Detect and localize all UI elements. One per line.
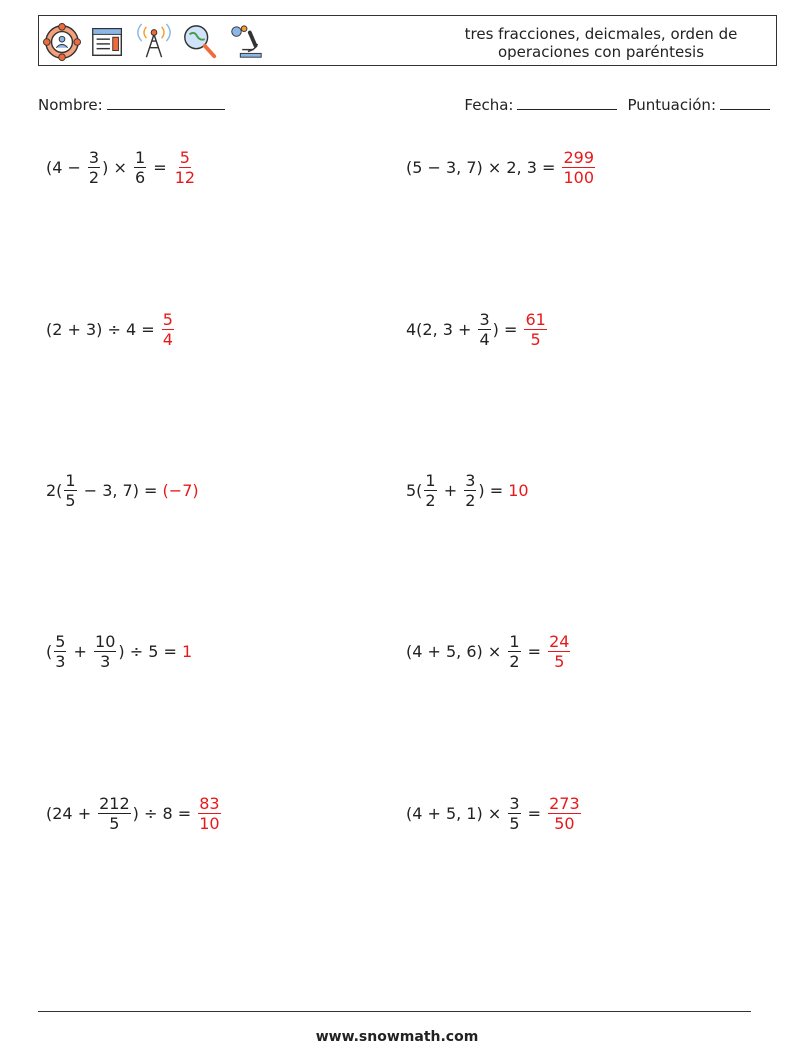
equals-sign: = bbox=[138, 481, 163, 500]
answer-numerator: 299 bbox=[563, 148, 595, 167]
denominator: 3 bbox=[100, 652, 111, 671]
answer-numerator: 5 bbox=[179, 148, 190, 167]
problem-8 bbox=[406, 632, 572, 671]
answer-numerator: 5 bbox=[162, 310, 173, 329]
problem-3 bbox=[46, 310, 176, 349]
equals-sign: = bbox=[536, 158, 561, 177]
score-label: Puntuación: bbox=[627, 96, 716, 114]
answer-denominator: 5 bbox=[530, 330, 541, 349]
denominator: 5 bbox=[109, 814, 120, 833]
equals-sign: = bbox=[136, 320, 160, 339]
problem-2 bbox=[406, 148, 597, 187]
denominator: 2 bbox=[509, 652, 520, 671]
problem-7 bbox=[46, 632, 192, 671]
equals-sign: = bbox=[484, 481, 509, 500]
fraction bbox=[98, 794, 131, 833]
problem-text: (4 − bbox=[46, 158, 81, 177]
footer-divider bbox=[38, 1011, 751, 1012]
answer-numerator: 273 bbox=[549, 794, 580, 813]
equals-sign: = bbox=[172, 804, 197, 823]
problem-text: (2 + 3) ÷ 4 bbox=[46, 320, 137, 339]
answer-fraction bbox=[548, 632, 570, 671]
name-label: Nombre: bbox=[38, 96, 103, 114]
numerator: 5 bbox=[55, 632, 66, 651]
answer-denominator: 4 bbox=[162, 330, 173, 349]
denominator: 2 bbox=[465, 491, 476, 510]
fraction bbox=[508, 794, 520, 833]
header-icons bbox=[43, 22, 265, 62]
answer-denominator: 10 bbox=[199, 814, 220, 833]
answer-fraction bbox=[548, 794, 581, 833]
answer: (−7) bbox=[162, 481, 199, 500]
answer: 1 bbox=[181, 642, 193, 661]
answer-numerator: 24 bbox=[549, 632, 570, 651]
problem-text: (4 + 5, 1) × bbox=[406, 804, 507, 823]
fraction bbox=[54, 632, 66, 671]
answer-denominator: 12 bbox=[174, 168, 196, 187]
footer-site[interactable]: www.snowmath.com bbox=[315, 1029, 479, 1045]
equals-sign: = bbox=[158, 642, 182, 661]
problem-text: ) bbox=[478, 481, 485, 500]
problem-text: ) ÷ 8 bbox=[132, 804, 173, 823]
fraction bbox=[94, 632, 116, 671]
problem-text: ) bbox=[492, 320, 499, 339]
fraction bbox=[88, 148, 100, 187]
numerator: 3 bbox=[509, 794, 520, 813]
fraction bbox=[64, 471, 76, 510]
numerator: 212 bbox=[99, 794, 130, 813]
fraction bbox=[478, 310, 490, 349]
problem-text: 2( bbox=[46, 481, 63, 500]
date-blank[interactable] bbox=[517, 95, 617, 110]
problem-text: ) ÷ 5 bbox=[118, 642, 159, 661]
problem-4 bbox=[406, 310, 549, 349]
name-blank[interactable] bbox=[107, 95, 225, 110]
numerator: 1 bbox=[65, 471, 76, 490]
problem-9 bbox=[46, 794, 223, 833]
date-label: Fecha: bbox=[464, 96, 514, 114]
problem-text: (24 + bbox=[46, 804, 92, 823]
answer-fraction bbox=[162, 310, 174, 349]
problem-text: ) × bbox=[102, 158, 132, 177]
magnifier-globe-icon bbox=[181, 22, 219, 62]
problem-text: 5( bbox=[406, 481, 423, 500]
problem-10 bbox=[406, 794, 583, 833]
equals-sign: = bbox=[522, 642, 547, 661]
problem-text: + bbox=[68, 642, 93, 661]
title-line-2: operaciones con paréntesis bbox=[497, 43, 705, 61]
answer-fraction bbox=[174, 148, 196, 187]
fraction bbox=[508, 632, 520, 671]
equals-sign: = bbox=[498, 320, 523, 339]
lifebuoy-people-icon bbox=[43, 22, 81, 62]
denominator: 6 bbox=[134, 168, 146, 187]
problem-5 bbox=[46, 471, 199, 510]
fraction bbox=[134, 148, 146, 187]
problem-text: 4(2, 3 + bbox=[406, 320, 472, 339]
problem-1 bbox=[46, 148, 198, 187]
problem-text: − 3, 7) bbox=[78, 481, 139, 500]
radio-tower-icon bbox=[135, 22, 173, 62]
problem-6 bbox=[406, 471, 529, 510]
answer-fraction bbox=[198, 794, 220, 833]
answer-denominator: 5 bbox=[554, 652, 565, 671]
microscope-gears-icon bbox=[227, 22, 265, 62]
equals-sign: = bbox=[148, 158, 172, 177]
answer-numerator: 83 bbox=[199, 794, 220, 813]
title-line-1: tres fracciones, deicmales, orden de bbox=[464, 25, 738, 43]
problem-text: (5 − 3, 7) × 2, 3 bbox=[406, 158, 537, 177]
denominator: 5 bbox=[65, 491, 76, 510]
date-score-fields bbox=[464, 95, 770, 114]
denominator: 2 bbox=[88, 168, 100, 187]
answer-denominator: 50 bbox=[554, 814, 575, 833]
problem-text: + bbox=[438, 481, 463, 500]
answer-denominator: 100 bbox=[563, 168, 595, 187]
score-blank[interactable] bbox=[720, 95, 770, 110]
fraction bbox=[424, 471, 436, 510]
problem-text: ( bbox=[46, 642, 53, 661]
denominator: 2 bbox=[425, 491, 436, 510]
newspaper-icon bbox=[89, 22, 127, 62]
numerator: 3 bbox=[479, 310, 490, 329]
denominator: 3 bbox=[55, 652, 66, 671]
fraction bbox=[464, 471, 476, 510]
problem-text: (4 + 5, 6) × bbox=[406, 642, 507, 661]
numerator: 3 bbox=[465, 471, 476, 490]
worksheet-title bbox=[436, 25, 766, 61]
denominator: 4 bbox=[479, 330, 490, 349]
answer-fraction bbox=[524, 310, 546, 349]
answer-numerator: 61 bbox=[525, 310, 546, 329]
name-field bbox=[38, 95, 225, 114]
numerator: 1 bbox=[425, 471, 436, 490]
numerator: 3 bbox=[88, 148, 100, 167]
denominator: 5 bbox=[509, 814, 520, 833]
numerator: 1 bbox=[509, 632, 520, 651]
equals-sign: = bbox=[522, 804, 547, 823]
answer: 10 bbox=[508, 481, 529, 500]
answer-fraction bbox=[562, 148, 595, 187]
numerator: 1 bbox=[134, 148, 146, 167]
numerator: 10 bbox=[95, 632, 116, 651]
header-box bbox=[38, 15, 777, 66]
